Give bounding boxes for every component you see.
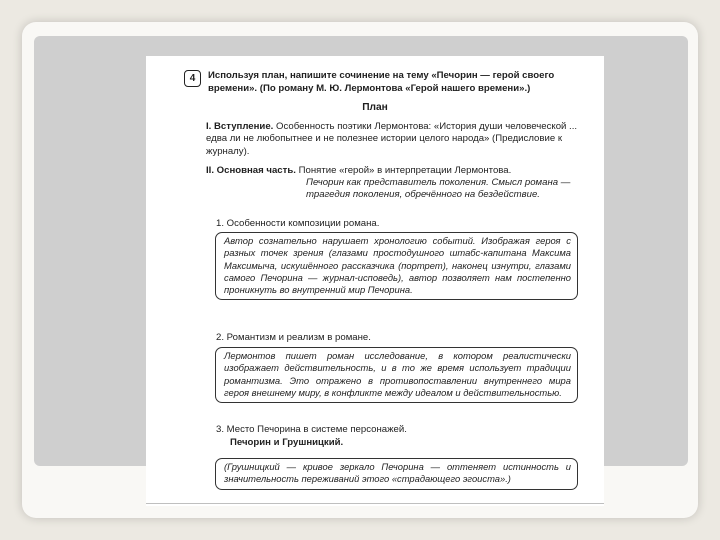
plan-item-2-label: 2. Романтизм и реализм в романе. — [216, 332, 371, 343]
section-label: II. Основная часть. — [206, 165, 296, 176]
section-text: Понятие «герой» в интерпретации Лермонтова. — [298, 165, 512, 176]
textbook-page — [146, 56, 604, 506]
section-introduction — [206, 121, 591, 158]
task-number-badge: 4 — [184, 70, 201, 87]
section-main-part — [206, 165, 591, 177]
section-text: Особенность поэтики Лермонтова: «История души человеческой ... едва ли не любопытнее и не полезнее истории целого народа» (Предисловие к журналу). — [206, 121, 578, 157]
plan-heading: План — [362, 102, 388, 113]
task-instruction: Используя план, напишите сочинение на тему «Печорин — герой своего времени». (По роману М. Ю. Лермонтова «Герой нашего времени».) — [208, 70, 555, 94]
plan-item-3-label: 3. Место Печорина в системе персонажей. — [216, 424, 407, 435]
plan-item-2-box: Лермонтов пишет роман исследование, в котором реалистически изображает действительность, и в то же время использует традиции романтизма. Это отражено в противопоставлении внутреннего мира героя внешнему миру, в конфликте между идеалом и действительностью. — [215, 347, 578, 403]
section-label: I. Вступление. — [206, 121, 274, 132]
section-main-subtext: Печорин как представитель поколения. Смысл романа — трагедия поколения, обречённого на бездействие. — [306, 177, 571, 201]
plan-item-1-box: Автор сознательно нарушает хронологию событий. Изображая героя с разных точек зрения (глазами простодушного штабс-капитана Максима Максимыча, искушённого рассказчика (портрет), наконец изнутри, глазами самого Печорина — журнал-исповедь), автор позволяет нам постепенно проникнуть во внутренний мир Печорина. — [215, 232, 578, 300]
plan-item-3-sublabel: Печорин и Грушницкий. — [230, 437, 344, 448]
plan-item-3-box: (Грушницкий — кривое зеркало Печорина — оттеняет истинность и значительность переживаний этого «страдающего эгоиста».) — [215, 458, 578, 490]
plan-item-1-label: 1. Особенности композиции романа. — [216, 218, 380, 229]
page-bottom-rule — [146, 503, 604, 504]
